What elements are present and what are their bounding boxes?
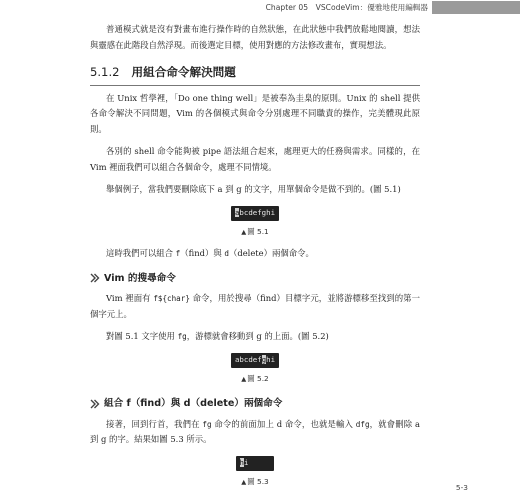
terminal-snippet: [231, 206, 279, 221]
figure-5-1: [90, 205, 420, 241]
section-title: 用組合命令解決問題: [131, 65, 236, 79]
intro-paragraph: 普通模式就是沒有對畫布進行操作時的自然狀態，在此狀態中我們放鬆地閱讀，想法與靈感在此階段自然浮現。而後選定目標，使用對應的方法修改畫布，實現想法。: [90, 24, 420, 50]
terminal-snippet: hi: [236, 456, 275, 471]
section-paragraph-3: 舉個例子，當我們要刪除底下 a 到 g 的文字，用單個命令是做不到的。(圖 5.1): [106, 184, 401, 194]
figure-caption: ▲圖 5.3: [241, 476, 269, 486]
cursor-block: g: [261, 354, 267, 364]
triangle-icon: ▲: [241, 227, 247, 236]
combine-paragraph: 這時我們可以組合 f（find）與 d（delete）兩個命令。: [106, 248, 314, 258]
cursor-block: a: [234, 207, 240, 217]
terminal-text: bcdefghi: [239, 207, 276, 217]
section-paragraph-1: 在 Unix 哲學裡，「Do one thing well」是被奉為圭臬的原則。Unix 的 shell 提供各命令解決不同問題，Vim 的各個模式與命令分別處理不同職責的操作，完美體現此原則。: [90, 92, 420, 134]
code-fg: fg: [177, 332, 187, 341]
triangle-icon: ▲: [241, 374, 247, 383]
chevron-right-icon: [90, 273, 100, 283]
running-header: [266, 0, 520, 14]
chapter-title: Chapter 05 VSCodeVim：優雅地使用編輯器: [265, 2, 428, 12]
figure-caption: ▲圖 5.2: [241, 373, 269, 383]
section-heading: [90, 65, 420, 86]
code-fg: fg: [202, 419, 212, 429]
subheading-combine: 組合 f（find）與 d（delete）兩個命令: [90, 396, 420, 412]
header-tab-bar: [432, 1, 520, 14]
figure-5-3: [90, 455, 420, 491]
figure-caption: ▲圖 5.1: [241, 226, 269, 236]
triangle-icon: ▲: [241, 477, 247, 486]
terminal-snippet: abcdefghi: [231, 353, 279, 368]
section-paragraph-2: 各別的 shell 命令能夠被 pipe 語法組合起來，處理更大的任務與需求。同樣的，在 Vim 裡面我們可以組合各個命令，處理不同情境。: [90, 146, 420, 172]
combine-command-paragraph: 接著，回到行首，我們在 fg 命令的前面加上 d 命令，也就是輸入 dfg，就會刪除 a 到 g 的字。結果如圖 5.3 所示。: [90, 418, 420, 444]
code-dfg: dfg: [355, 419, 370, 429]
figure-5-2: [90, 352, 420, 388]
chevron-right-icon: [90, 399, 100, 409]
page-number: 5-3: [455, 483, 468, 492]
code-f: f: [175, 249, 181, 258]
search-paragraph-1: Vim 裡面有 f${char} 命令，用於搜尋（find）目標字元，並將游標移至找到的第一個字元上。: [90, 293, 420, 319]
section-number: 5.1.2: [90, 65, 120, 79]
code-d: d: [224, 249, 229, 258]
code-fchar: f${char}: [153, 294, 190, 303]
page-body: [90, 22, 420, 496]
cursor-block: h: [239, 457, 244, 467]
search-paragraph-2: 對圖 5.1 文字使用 fg，游標就會移動到 g 的上面。(圖 5.2): [106, 331, 329, 341]
subheading-search: Vim 的搜尋命令: [90, 271, 420, 287]
